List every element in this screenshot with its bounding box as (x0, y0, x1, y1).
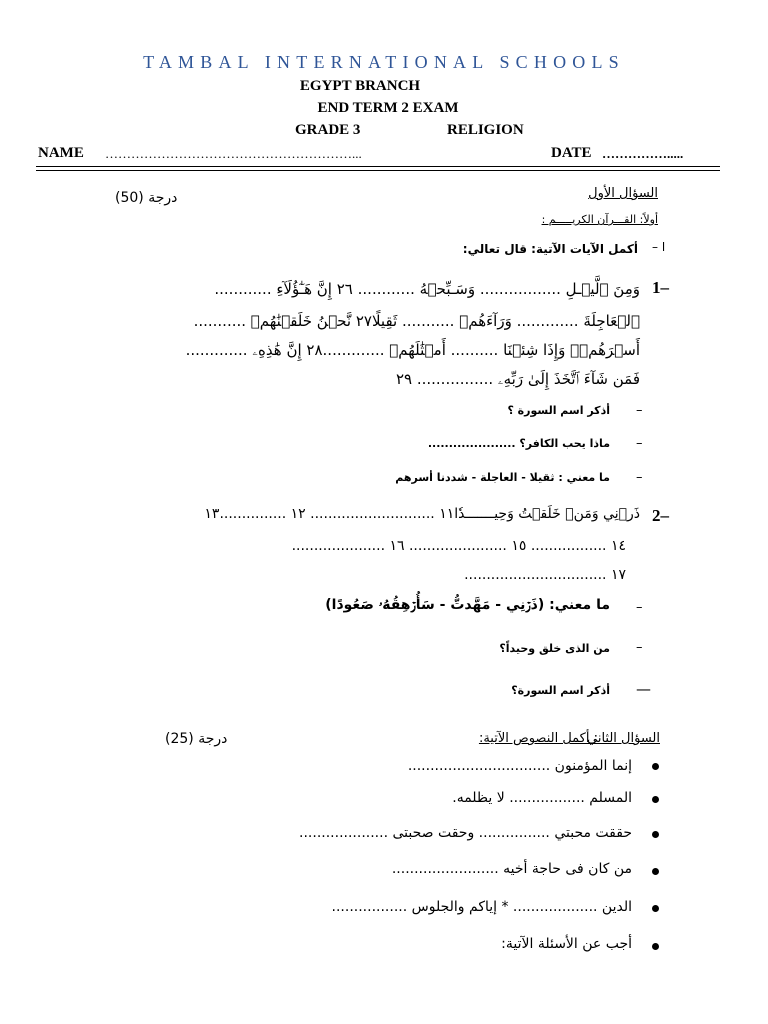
bullet-icon (652, 905, 659, 912)
question-text: من الذى خلق وحيداً؟ (499, 642, 610, 655)
part-instruction: أكمل الآيات الآتية: قال تعالي: (462, 242, 638, 256)
bullet-text: الدين ................... * إياكم والجلوس ................. (331, 899, 632, 915)
bullet-icon (652, 796, 659, 803)
verse1-line: أَسۡرَهُمۡۖ وَإِذَا شِئۡنَا .......... أَمۡثَٰلَهُمۡ .............٢٨ إِنَّ هَٰذِهِۦ ............. (185, 341, 640, 359)
question-text: ما معني : ثقيلا - العاجلة - شددنا أسرهم (395, 471, 610, 484)
date-label: DATE (551, 145, 592, 161)
verse2-line: ................................ ١٧ (464, 567, 626, 583)
bullet-icon (652, 868, 659, 875)
q2-instruction: : أكمل النصوص الآتية: (478, 731, 598, 746)
bullet-text: أجب عن الأسئلة الآتية: (501, 936, 632, 952)
q2-title: السؤال الثاني (587, 731, 660, 746)
verse1-line: وَمِنَ ٱلَّيۡـلِ ................. وَسَـبِّحۡهُ ............ ٢٦ إِنَّ هَـٰٓؤُلَآءِ ............ (214, 280, 640, 298)
q2-marks: درجة (25) (165, 731, 228, 747)
dash-bullet: — (636, 680, 651, 698)
subject-label: RELIGION (447, 122, 524, 138)
dash-bullet: – (636, 640, 643, 655)
exam-title: END TERM 2 EXAM (317, 100, 459, 116)
verse1-line: فَمَن شَآءَ ٱتَّخَذَ إِلَىٰ رَبِّهِۦ ................ ٢٩ (395, 370, 640, 388)
name-field[interactable]: …………………………………………………... (105, 146, 362, 161)
header-divider-secondary (36, 170, 720, 171)
meaning-question: ما معني: (ذَرۡنِي - مَهَّدتُّ - سَأُرۡهِقُهُۥ صَعُودًا) (325, 597, 610, 613)
verse2-line: ذَرۡنِي وَمَنۡ خَلَقۡتُ وَحِيـــــــدٗا١١ ............................ ١٢ ...............١٣ (204, 506, 640, 522)
bullet-icon (652, 831, 659, 838)
dash-bullet: – (636, 470, 643, 485)
bullet-text: حققت محبتي ................ وحقت صحبتى .................... (299, 825, 632, 841)
dash-bullet: – (636, 403, 643, 418)
question-text: أذكر اسم السورة ؟ (507, 404, 610, 417)
bullet-icon (652, 763, 659, 770)
bullet-icon (652, 943, 659, 950)
bullet-text: المسلم ................. لا يظلمه. (452, 790, 632, 806)
item1-number: 1– (652, 278, 669, 297)
verse1-line: ٱلۡعَاجِلَةَ ............. وَرَآءَهُمۡ ........... ثَقِيلًا٢٧ نَّحۡنُ خَلَقۡنَٰهُمۡ ........... (193, 312, 640, 330)
q1-title: السؤال الأول (588, 186, 658, 201)
q1-section-title: أولاً: القـــرآن الكريـــــم : (541, 213, 658, 226)
bullet-text: من كان فى حاجة أخيه ........................ (391, 861, 632, 877)
bullet-text: إنما المؤمنون ................................ (407, 758, 632, 774)
name-label: NAME (38, 145, 84, 161)
school-name: TAMBAL INTERNATIONAL SCHOOLS (143, 52, 625, 72)
header-divider (36, 166, 720, 167)
date-field[interactable]: ……………..... (602, 146, 684, 161)
q1-marks: درجة (50) (115, 190, 178, 206)
branch-title: EGYPT BRANCH (299, 78, 421, 94)
dash-bullet: – (636, 600, 643, 615)
dash-bullet: – (636, 436, 643, 451)
part-number: ا – (652, 240, 666, 254)
question-text: أذكر اسم السورة؟ (511, 684, 610, 697)
item2-number: 2– (652, 506, 669, 525)
question-text: ماذا يحب الكافر؟ ..................... (427, 437, 610, 450)
verse2-line: ..................... ١٤ ................. ١٥ ...................... ١٦ (291, 538, 626, 554)
grade-label: GRADE 3 (295, 122, 361, 138)
